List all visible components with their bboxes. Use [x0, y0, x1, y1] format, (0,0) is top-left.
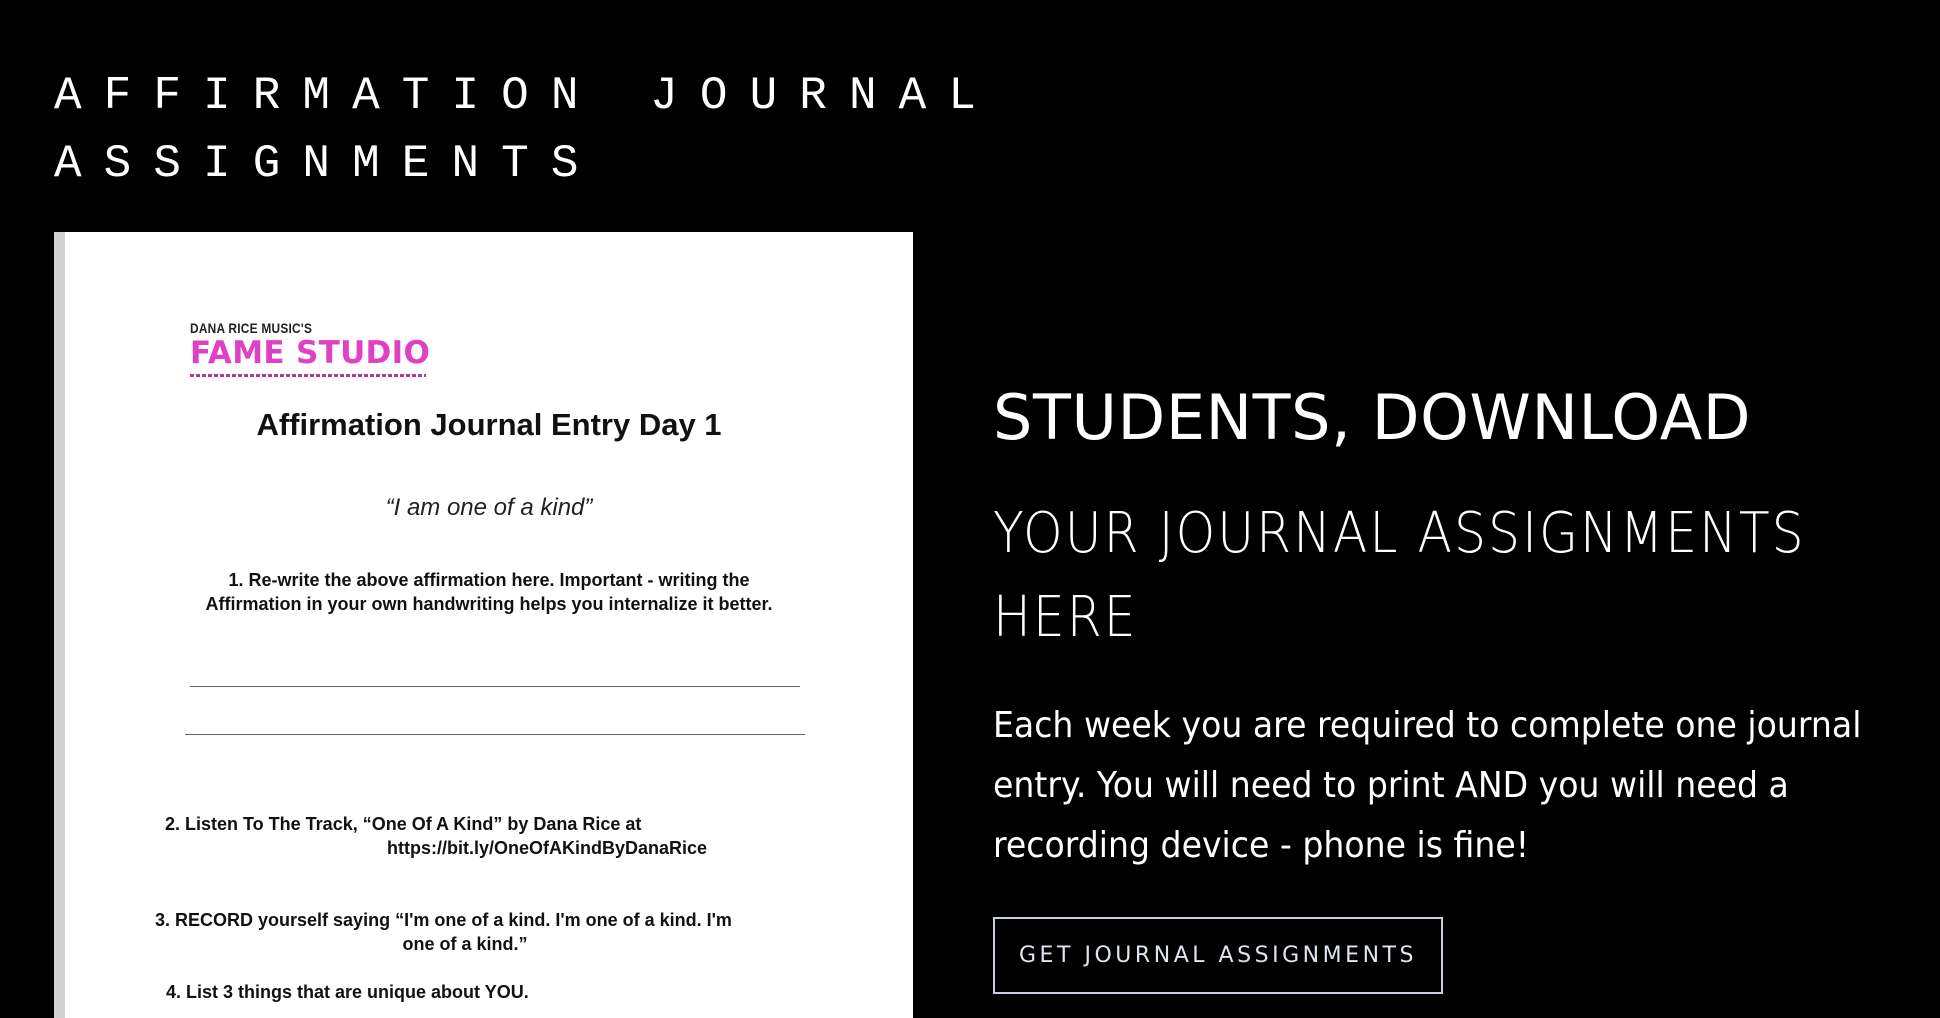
- step-3: [155, 908, 775, 956]
- logo-title: FAME STUDIO: [190, 335, 431, 371]
- step-2-line-1: 2. Listen To The Track, “One Of A Kind” by Dana Rice at: [165, 814, 642, 834]
- step-1: [65, 568, 913, 616]
- step-1-line-2: Affirmation in your own handwriting helps you internalize it better.: [205, 594, 773, 614]
- logo-tagline-decoration: [190, 374, 426, 377]
- fame-studio-logo: [190, 320, 430, 377]
- step-3-line-1: 3. RECORD yourself saying “I'm one of a kind. I'm one of a kind. I'm: [155, 910, 732, 930]
- logo-subtitle: DANA RICE MUSIC'S: [190, 320, 313, 336]
- download-panel: [993, 0, 1913, 1018]
- page-title: AFFIRMATION JOURNAL ASSIGNMENTS: [54, 70, 999, 190]
- step-3-line-2: one of a kind.”: [402, 934, 528, 954]
- step-1-line-1: 1. Re-write the above affirmation here. Important - writing the: [228, 570, 750, 590]
- subheadline: YOUR JOURNAL ASSIGNMENTS HERE: [993, 501, 1806, 650]
- writing-line: [185, 734, 805, 735]
- journal-entry-preview-image: [54, 232, 913, 1018]
- step-2: [165, 812, 707, 860]
- document-quote: “I am one of a kind”: [385, 494, 593, 521]
- step-2-line-2: https://bit.ly/OneOfAKindByDanaRice: [387, 838, 708, 858]
- get-journal-assignments-button[interactable]: GET JOURNAL ASSIGNMENTS: [993, 917, 1443, 994]
- description-text: Each week you are required to complete one journal entry. You will need to print AND you will need a recording device - phone is fine!: [993, 705, 1862, 866]
- document-title: Affirmation Journal Entry Day 1: [256, 407, 722, 442]
- step-4: 4. List 3 things that are unique about YOU.: [166, 982, 529, 1002]
- headline: STUDENTS, DOWNLOAD: [993, 381, 1752, 454]
- writing-line: [190, 686, 800, 687]
